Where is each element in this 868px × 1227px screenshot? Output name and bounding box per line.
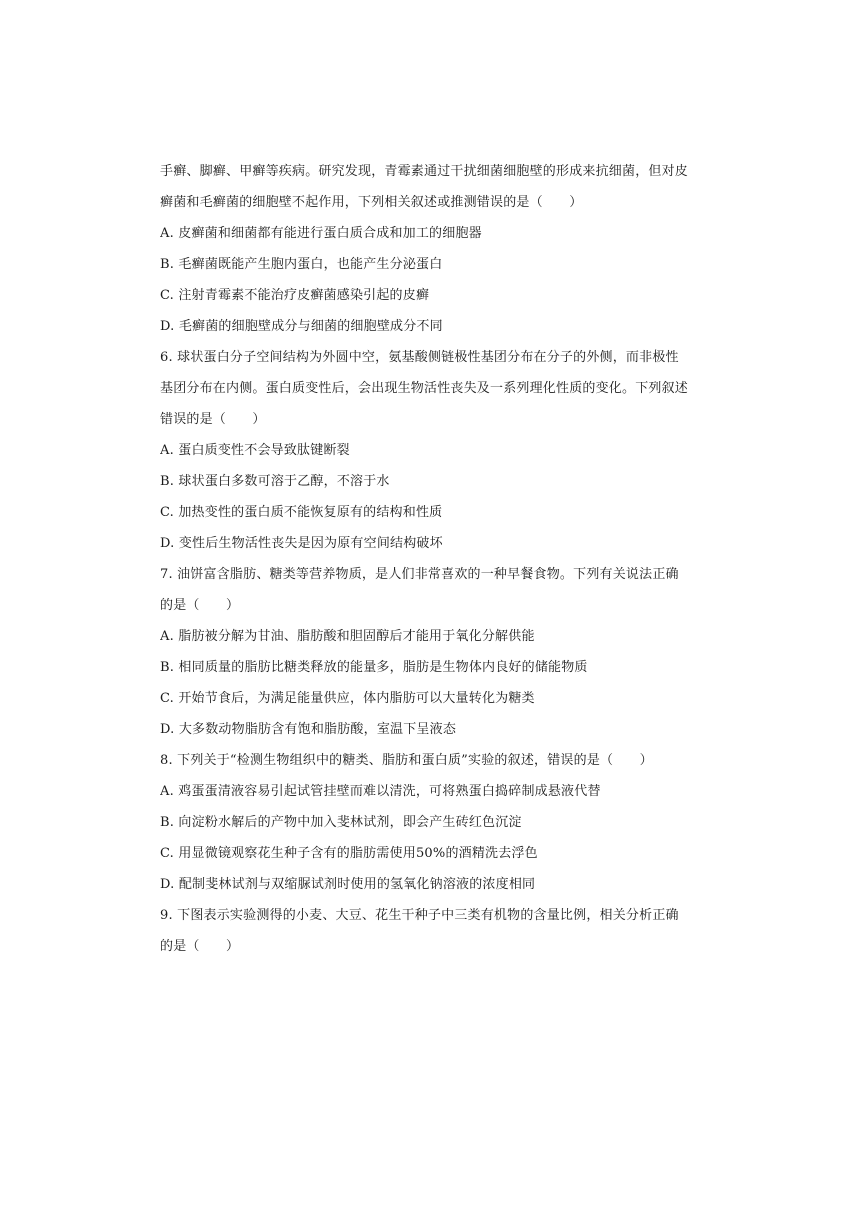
question-8: 8. 下列关于“检测生物组织中的糖类、脂肪和蛋白质”实验的叙述，错误的是（ ） <box>160 753 653 768</box>
text-line: 癣菌和毛癣菌的细胞壁不起作用，下列相关叙述或推测错误的是（ ） <box>160 195 583 210</box>
text-line: 手癣、脚癣、甲癣等疾病。研究发现，青霉素通过干扰细菌细胞壁的形成来抗细菌，但对皮 <box>160 164 689 179</box>
question-7: 7. 油饼富含脂肪、糖类等营养物质，是人们非常喜欢的一种早餐食物。下列有关说法正确 <box>160 567 679 582</box>
option-b: B. 相同质量的脂肪比糖类释放的能量多，脂肪是生物体内良好的储能物质 <box>160 660 588 675</box>
option-a: A. 蛋白质变性不会导致肽键断裂 <box>160 443 350 458</box>
question-9: 9. 下图表示实验测得的小麦、大豆、花生干种子中三类有机物的含量比例，相关分析正确 <box>160 908 679 923</box>
option-d: D. 大多数动物脂肪含有饱和脂肪酸，室温下呈液态 <box>160 722 457 737</box>
option-a: A. 脂肪被分解为甘油、脂肪酸和胆固醇后才能用于氧化分解供能 <box>160 629 535 644</box>
option-c: C. 开始节食后，为满足能量供应，体内脂肪可以大量转化为糖类 <box>160 691 535 706</box>
option-a: A. 鸡蛋蛋清液容易引起试管挂壁而难以清洗，可将熟蛋白捣碎制成悬液代替 <box>160 784 601 799</box>
option-b: B. 球状蛋白多数可溶于乙醇，不溶于水 <box>160 474 390 489</box>
option-b: B. 毛癣菌既能产生胞内蛋白，也能产生分泌蛋白 <box>160 257 443 272</box>
option-c: C. 加热变性的蛋白质不能恢复原有的结构和性质 <box>160 505 443 520</box>
question-text <box>160 156 715 962</box>
question-6: 6. 球状蛋白分子空间结构为外圆中空，氨基酸侧链极性基团分布在分子的外侧，而非极性 <box>160 350 679 365</box>
option-d: D. 变性后生物活性丧失是因为原有空间结构破坏 <box>160 536 443 551</box>
text-line: 的是（ ） <box>160 939 240 954</box>
text-line: 错误的是（ ） <box>160 412 266 427</box>
option-c: C. 注射青霉素不能治疗皮癣菌感染引起的皮癣 <box>160 288 430 303</box>
text-line: 基团分布在内侧。蛋白质变性后，会出现生物活性丧失及一系列理化性质的变化。下列叙述 <box>160 381 689 396</box>
text-line: 的是（ ） <box>160 598 240 613</box>
option-d: D. 配制斐林试剂与双缩脲试剂时使用的氢氧化钠溶液的浓度相同 <box>160 877 536 892</box>
option-d: D. 毛癣菌的细胞壁成分与细菌的细胞壁成分不同 <box>160 319 443 334</box>
option-c: C. 用显微镜观察花生种子含有的脂肪需使用50%的酒精洗去浮色 <box>160 846 538 861</box>
option-a: A. 皮癣菌和细菌都有能进行蛋白质合成和加工的细胞器 <box>160 226 482 241</box>
option-b: B. 向淀粉水解后的产物中加入斐林试剂，即会产生砖红色沉淀 <box>160 815 522 830</box>
